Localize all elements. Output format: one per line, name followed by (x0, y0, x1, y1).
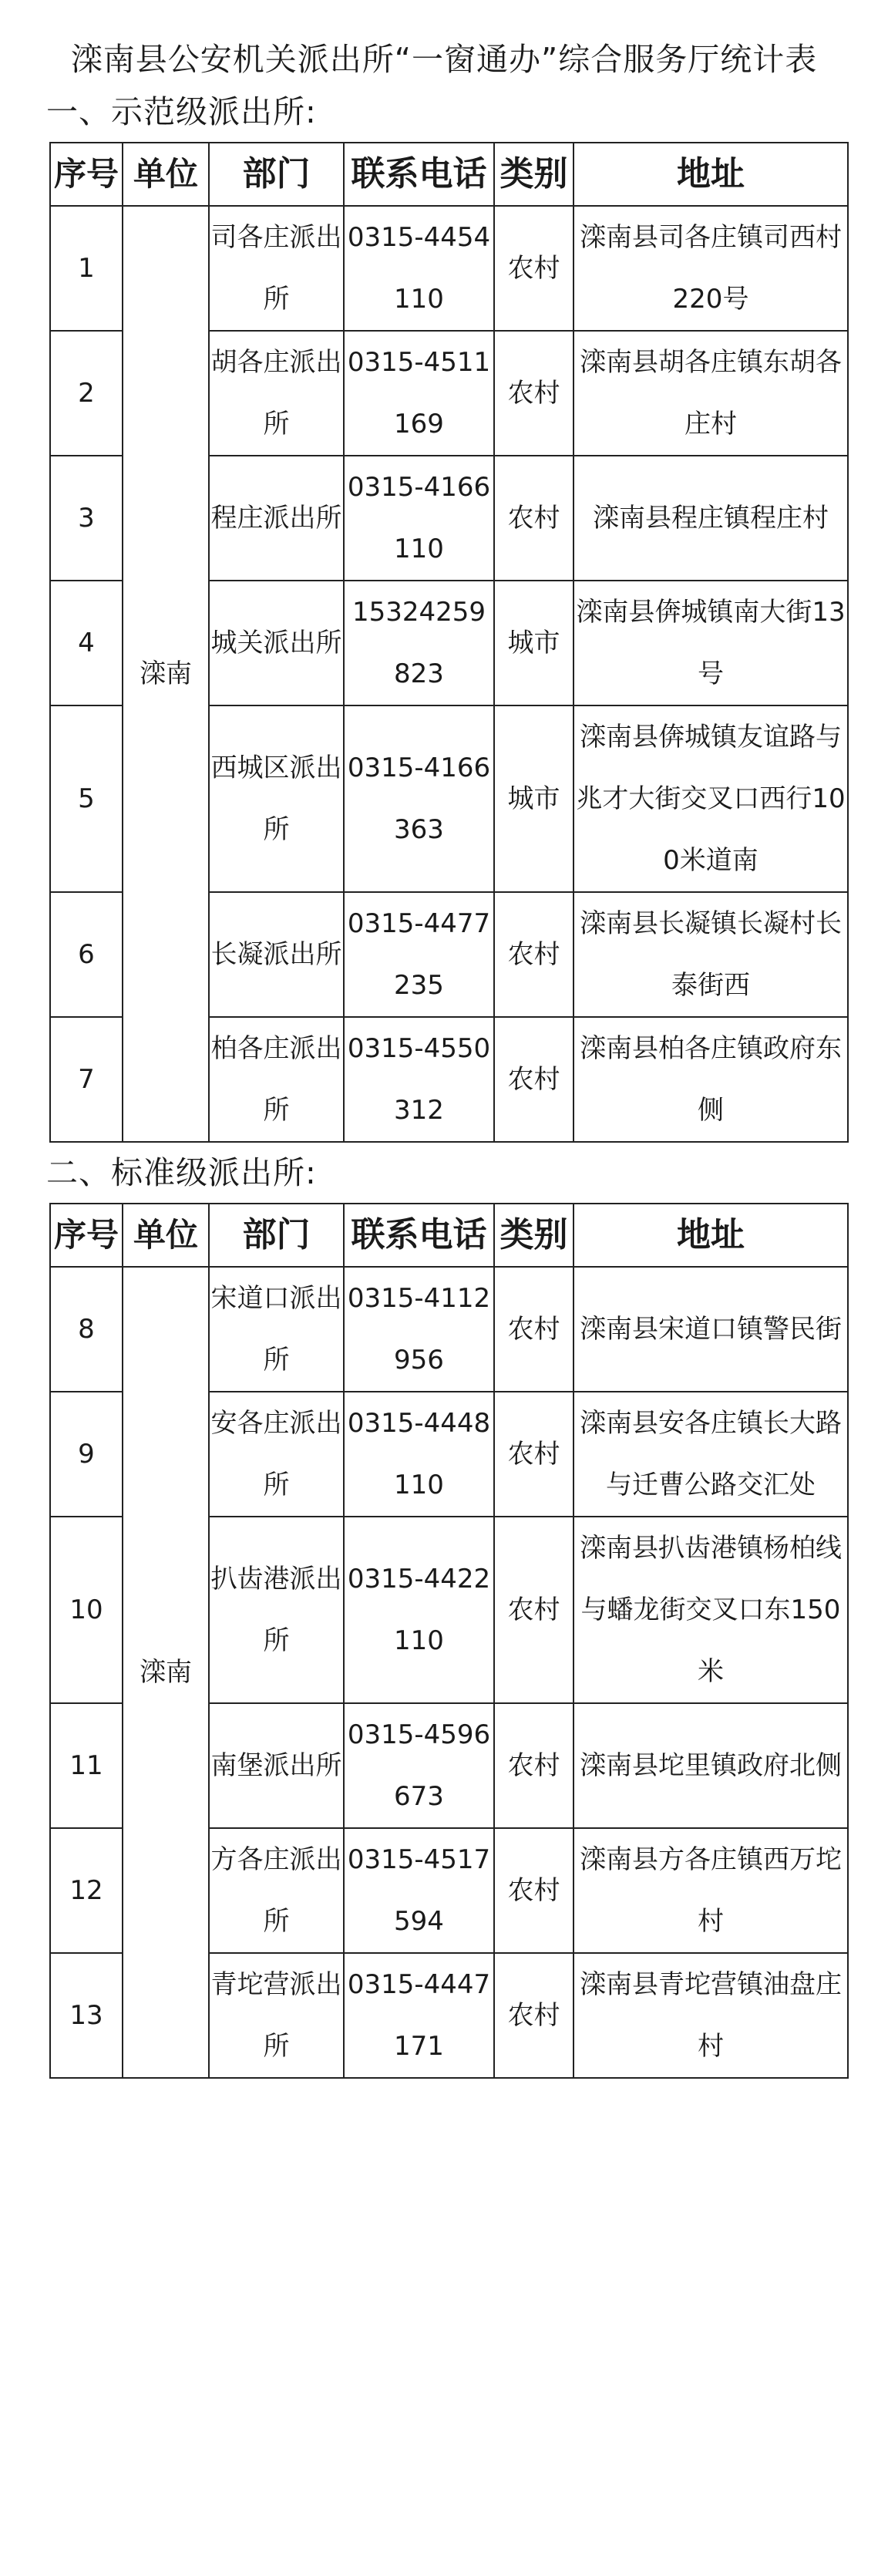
cell-phone: 0315-4112956 (344, 1267, 494, 1392)
cell-phone: 0315-4422110 (344, 1517, 494, 1703)
cell-no: 1 (50, 206, 123, 331)
cell-addr: 滦南县倴城镇友谊路与兆才大街交叉口西行100米道南 (574, 705, 848, 892)
cell-phone: 0315-4454110 (344, 206, 494, 331)
header-unit: 单位 (123, 143, 209, 206)
table-header-row (50, 143, 848, 206)
cell-phone: 0315-4517594 (344, 1828, 494, 1953)
cell-phone: 0315-4448110 (344, 1392, 494, 1517)
cell-dept: 司各庄派出所 (209, 206, 344, 331)
cell-dept: 柏各庄派出所 (209, 1017, 344, 1142)
cell-dept: 胡各庄派出所 (209, 331, 344, 456)
cell-type: 农村 (494, 331, 574, 456)
table-row (50, 206, 848, 331)
header-type: 类别 (494, 1204, 574, 1267)
cell-no: 12 (50, 1828, 123, 1953)
cell-no: 9 (50, 1392, 123, 1517)
cell-phone: 0315-4166363 (344, 705, 494, 892)
cell-type: 农村 (494, 1953, 574, 2078)
cell-phone: 15324259823 (344, 581, 494, 705)
cell-addr: 滦南县长凝镇长凝村长泰街西 (574, 892, 848, 1017)
cell-dept: 安各庄派出所 (209, 1392, 344, 1517)
cell-no: 7 (50, 1017, 123, 1142)
section-heading-demo: 一、示范级派出所: (46, 93, 317, 130)
cell-addr: 滦南县安各庄镇长大路与迁曹公路交汇处 (574, 1392, 848, 1517)
cell-no: 6 (50, 892, 123, 1017)
cell-addr: 滦南县程庄镇程庄村 (574, 456, 848, 581)
header-unit: 单位 (123, 1204, 209, 1267)
cell-no: 4 (50, 581, 123, 705)
cell-no: 5 (50, 705, 123, 892)
table-row (50, 1267, 848, 1392)
cell-phone: 0315-4596673 (344, 1703, 494, 1828)
cell-addr: 滦南县司各庄镇司西村220号 (574, 206, 848, 331)
cell-phone: 0315-4477235 (344, 892, 494, 1017)
cell-type: 农村 (494, 1517, 574, 1703)
cell-no: 10 (50, 1517, 123, 1703)
table-header-row (50, 1204, 848, 1267)
cell-no: 3 (50, 456, 123, 581)
document-title: 滦南县公安机关派出所“一窗通办”综合服务厅统计表 (70, 41, 818, 78)
cell-type: 农村 (494, 1017, 574, 1142)
cell-dept: 宋道口派出所 (209, 1267, 344, 1392)
cell-dept: 扒齿港派出所 (209, 1517, 344, 1703)
cell-type: 农村 (494, 1828, 574, 1953)
cell-phone: 0315-4166110 (344, 456, 494, 581)
cell-phone: 0315-4511169 (344, 331, 494, 456)
cell-addr: 滦南县胡各庄镇东胡各庄村 (574, 331, 848, 456)
cell-type: 农村 (494, 206, 574, 331)
cell-addr: 滦南县宋道口镇警民街 (574, 1267, 848, 1392)
cell-addr: 滦南县扒齿港镇杨柏线与蟠龙街交叉口东150米 (574, 1517, 848, 1703)
header-no: 序号 (50, 143, 123, 206)
cell-phone: 0315-4447171 (344, 1953, 494, 2078)
header-phone: 联系电话 (344, 1204, 494, 1267)
header-type: 类别 (494, 143, 574, 206)
cell-addr: 滦南县方各庄镇西万坨村 (574, 1828, 848, 1953)
header-addr: 地址 (574, 143, 848, 206)
header-dept: 部门 (209, 1204, 344, 1267)
header-addr: 地址 (574, 1204, 848, 1267)
cell-unit: 滦南 (123, 206, 209, 1142)
table-demo-stations (49, 142, 849, 1143)
cell-addr: 滦南县青坨营镇油盘庄村 (574, 1953, 848, 2078)
cell-dept: 方各庄派出所 (209, 1828, 344, 1953)
cell-type: 城市 (494, 581, 574, 705)
cell-dept: 西城区派出所 (209, 705, 344, 892)
cell-addr: 滦南县柏各庄镇政府东侧 (574, 1017, 848, 1142)
header-no: 序号 (50, 1204, 123, 1267)
cell-no: 2 (50, 331, 123, 456)
cell-no: 8 (50, 1267, 123, 1392)
cell-type: 农村 (494, 1703, 574, 1828)
cell-phone: 0315-4550312 (344, 1017, 494, 1142)
cell-type: 农村 (494, 1267, 574, 1392)
cell-dept: 南堡派出所 (209, 1703, 344, 1828)
cell-dept: 城关派出所 (209, 581, 344, 705)
cell-unit: 滦南 (123, 1267, 209, 2078)
cell-type: 农村 (494, 1392, 574, 1517)
header-phone: 联系电话 (344, 143, 494, 206)
cell-type: 农村 (494, 456, 574, 581)
header-dept: 部门 (209, 143, 344, 206)
cell-type: 农村 (494, 892, 574, 1017)
cell-no: 13 (50, 1953, 123, 2078)
cell-dept: 程庄派出所 (209, 456, 344, 581)
cell-addr: 滦南县坨里镇政府北侧 (574, 1703, 848, 1828)
section-heading-standard: 二、标准级派出所: (46, 1154, 317, 1191)
cell-dept: 长凝派出所 (209, 892, 344, 1017)
cell-addr: 滦南县倴城镇南大街13号 (574, 581, 848, 705)
table-standard-stations (49, 1203, 849, 2079)
cell-dept: 青坨营派出所 (209, 1953, 344, 2078)
cell-type: 城市 (494, 705, 574, 892)
cell-no: 11 (50, 1703, 123, 1828)
